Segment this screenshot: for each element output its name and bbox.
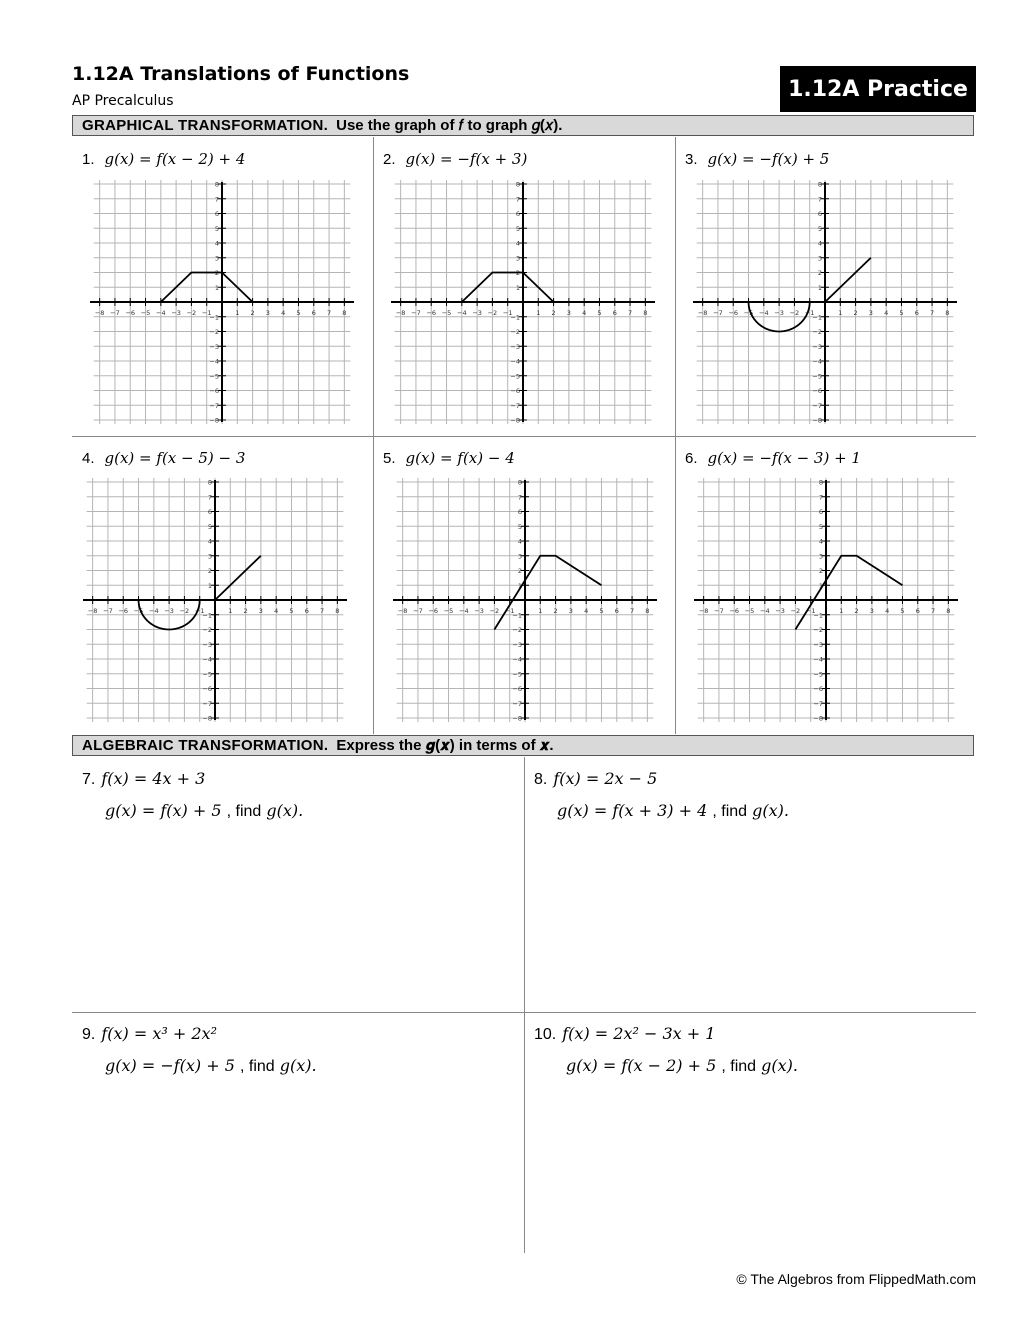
- x-tick-label: 6: [915, 607, 920, 615]
- y-tick-label: −5: [813, 670, 823, 679]
- y-tick-label: 5: [214, 224, 219, 233]
- function-line: [795, 556, 905, 630]
- y-tick-label: 2: [817, 269, 822, 277]
- y-tick-label: −7: [510, 401, 520, 410]
- y-tick-label: −1: [812, 313, 822, 322]
- y-tick-label: 5: [817, 224, 822, 233]
- x-tick-label: −1: [805, 607, 816, 615]
- x-tick-label: 8: [645, 607, 650, 615]
- x-tick-label: 4: [584, 607, 589, 615]
- x-tick-label: −1: [201, 309, 212, 317]
- x-tick-label: −8: [395, 309, 406, 317]
- function-line: [494, 556, 604, 630]
- y-tick-label: 3: [817, 254, 822, 263]
- y-tick-label: 4: [207, 537, 212, 546]
- y-tick-label: −3: [202, 640, 212, 649]
- y-tick-label: 4: [214, 239, 219, 248]
- x-tick-label: −1: [502, 309, 513, 317]
- y-tick-label: 3: [517, 552, 522, 561]
- x-tick-label: −2: [790, 607, 801, 615]
- x-tick-label: 3: [868, 309, 873, 317]
- section-instruction: Express the 𝒈(𝒙) in terms of 𝒙.: [336, 737, 554, 754]
- x-tick-label: 5: [599, 607, 604, 615]
- x-tick-label: 7: [319, 607, 325, 615]
- divider: [524, 757, 525, 1253]
- y-tick-label: −5: [812, 372, 822, 381]
- y-tick-label: 7: [517, 493, 522, 502]
- x-tick-label: −5: [441, 309, 452, 317]
- problem-4-label: 4. g(x) = f(x − 5) − 3: [82, 449, 246, 467]
- y-tick-label: −3: [512, 640, 522, 649]
- x-tick-label: 4: [582, 309, 587, 317]
- y-tick-label: −2: [813, 626, 823, 634]
- y-tick-label: 8: [515, 180, 520, 189]
- x-tick-label: 8: [643, 309, 648, 317]
- y-tick-label: −8: [813, 714, 823, 722]
- y-tick-label: 6: [517, 508, 522, 516]
- x-tick-label: 5: [900, 607, 905, 615]
- x-tick-label: −7: [713, 309, 723, 317]
- problem-8-transformation: g(x) = f(x + 3) + 4 , find g(x).: [557, 801, 789, 820]
- x-tick-label: 8: [342, 309, 347, 317]
- x-tick-label: −2: [489, 607, 500, 615]
- y-tick-label: −2: [512, 626, 522, 634]
- x-tick-label: −8: [397, 607, 408, 615]
- y-tick-label: 8: [517, 478, 522, 487]
- y-tick-label: −1: [202, 611, 212, 620]
- y-tick-label: −6: [202, 685, 212, 693]
- y-tick-label: 5: [515, 224, 520, 233]
- graph-problem-2: [389, 180, 657, 424]
- graph-problem-1: [88, 180, 356, 424]
- x-tick-label: −2: [487, 309, 498, 317]
- x-tick-label: −7: [413, 607, 423, 615]
- y-tick-label: 2: [214, 269, 219, 277]
- x-tick-label: 2: [854, 607, 859, 615]
- x-tick-label: 8: [335, 607, 340, 615]
- y-tick-label: −4: [209, 357, 219, 366]
- y-tick-label: 4: [515, 239, 520, 248]
- x-tick-label: 6: [304, 607, 309, 615]
- x-tick-label: 3: [568, 607, 573, 615]
- y-tick-label: 4: [818, 537, 823, 546]
- x-tick-label: 4: [885, 607, 890, 615]
- y-tick-label: −3: [812, 342, 822, 351]
- y-tick-label: −7: [209, 401, 219, 410]
- y-tick-label: 2: [818, 567, 823, 575]
- y-tick-label: −4: [813, 655, 823, 664]
- problem-6-label: 6. g(x) = −f(x − 3) + 1: [685, 449, 861, 467]
- x-tick-label: −8: [698, 607, 709, 615]
- y-tick-label: 2: [517, 567, 522, 575]
- x-tick-label: 3: [566, 309, 571, 317]
- x-tick-label: −6: [428, 607, 439, 615]
- divider: [72, 436, 976, 437]
- x-tick-label: 5: [289, 607, 294, 615]
- x-tick-label: −4: [149, 607, 159, 615]
- x-tick-label: −2: [186, 309, 197, 317]
- y-tick-label: −7: [812, 401, 822, 410]
- x-tick-label: −7: [714, 607, 724, 615]
- x-tick-label: 6: [311, 309, 316, 317]
- y-tick-label: 2: [207, 567, 212, 575]
- y-tick-label: 4: [817, 239, 822, 248]
- problem-7-function: 7. f(x) = 4x + 3: [82, 769, 206, 788]
- y-tick-label: 3: [207, 552, 212, 561]
- y-tick-label: 5: [207, 522, 212, 531]
- y-tick-label: 6: [515, 210, 520, 218]
- x-tick-label: −1: [804, 309, 815, 317]
- x-tick-label: 3: [869, 607, 874, 615]
- page-title: 1.12A Translations of Functions: [72, 63, 410, 85]
- x-tick-label: −7: [411, 309, 421, 317]
- x-tick-label: −3: [472, 309, 482, 317]
- problem-1-label: 1. g(x) = f(x − 2) + 4: [82, 150, 246, 168]
- x-tick-label: −7: [103, 607, 113, 615]
- y-tick-label: 1: [817, 283, 822, 292]
- y-tick-label: 7: [515, 195, 520, 204]
- y-tick-label: −7: [202, 699, 212, 708]
- x-tick-label: −6: [426, 309, 437, 317]
- y-tick-label: 6: [817, 210, 822, 218]
- x-tick-label: −4: [459, 607, 469, 615]
- y-tick-label: 8: [817, 180, 822, 189]
- y-tick-label: −8: [510, 416, 520, 424]
- x-tick-label: −4: [457, 309, 467, 317]
- x-tick-label: 4: [274, 607, 279, 615]
- y-tick-label: −3: [209, 342, 219, 351]
- x-tick-label: 6: [914, 309, 919, 317]
- y-tick-label: 1: [515, 283, 520, 292]
- y-tick-label: −1: [510, 313, 520, 322]
- function-line: [215, 556, 261, 600]
- y-tick-label: −6: [512, 685, 522, 693]
- x-tick-label: 3: [258, 607, 263, 615]
- x-tick-label: −3: [474, 607, 484, 615]
- section-title: GRAPHICAL TRANSFORMATION.: [82, 117, 329, 134]
- y-tick-label: −6: [813, 685, 823, 693]
- graph-problem-5: [391, 478, 659, 722]
- x-tick-label: −6: [125, 309, 136, 317]
- practice-badge: 1.12A Practice: [780, 66, 976, 112]
- y-tick-label: 8: [207, 478, 212, 487]
- y-tick-label: 6: [214, 210, 219, 218]
- divider: [72, 1012, 976, 1013]
- y-tick-label: −4: [512, 655, 522, 664]
- x-tick-label: −4: [156, 309, 166, 317]
- y-tick-label: 3: [214, 254, 219, 263]
- y-tick-label: −4: [510, 357, 520, 366]
- problem-10-function: 10. f(x) = 2x² − 3x + 1: [534, 1024, 716, 1043]
- x-tick-label: 7: [629, 607, 635, 615]
- x-tick-label: 1: [235, 309, 240, 317]
- x-tick-label: 2: [243, 607, 248, 615]
- x-tick-label: −2: [179, 607, 190, 615]
- x-tick-label: 2: [250, 309, 255, 317]
- x-tick-label: 2: [853, 309, 858, 317]
- x-tick-label: −1: [504, 607, 515, 615]
- y-tick-label: −6: [209, 387, 219, 395]
- x-tick-label: −8: [94, 309, 105, 317]
- y-tick-label: −7: [813, 699, 823, 708]
- x-tick-label: 5: [899, 309, 904, 317]
- x-tick-label: 2: [551, 309, 556, 317]
- y-tick-label: −5: [510, 372, 520, 381]
- y-tick-label: 6: [818, 508, 823, 516]
- y-tick-label: −5: [512, 670, 522, 679]
- x-tick-label: 2: [553, 607, 558, 615]
- y-tick-label: −7: [512, 699, 522, 708]
- course-name: AP Precalculus: [72, 93, 174, 109]
- y-tick-label: −8: [202, 714, 212, 722]
- x-tick-label: −7: [110, 309, 120, 317]
- x-tick-label: −6: [118, 607, 129, 615]
- x-tick-label: 8: [946, 607, 951, 615]
- problem-8-function: 8. f(x) = 2x − 5: [534, 769, 658, 788]
- x-tick-label: 1: [538, 607, 543, 615]
- x-tick-label: −3: [774, 309, 784, 317]
- x-tick-label: 1: [536, 309, 541, 317]
- y-tick-label: 6: [207, 508, 212, 516]
- y-tick-label: 7: [818, 493, 823, 502]
- y-tick-label: −8: [812, 416, 822, 424]
- y-tick-label: −5: [202, 670, 212, 679]
- y-tick-label: −1: [512, 611, 522, 620]
- y-tick-label: −8: [512, 714, 522, 722]
- x-tick-label: −5: [744, 607, 755, 615]
- problem-7-transformation: g(x) = f(x) + 5 , find g(x).: [105, 801, 304, 820]
- y-tick-label: 3: [515, 254, 520, 263]
- problem-3-label: 3. g(x) = −f(x) + 5: [685, 150, 830, 168]
- graph-problem-4: [81, 478, 349, 722]
- x-tick-label: 7: [326, 309, 332, 317]
- x-tick-label: 7: [929, 309, 935, 317]
- x-tick-label: 3: [265, 309, 270, 317]
- y-tick-label: −2: [209, 328, 219, 336]
- x-tick-label: −6: [728, 309, 739, 317]
- y-tick-label: 1: [818, 581, 823, 590]
- x-tick-label: 4: [281, 309, 286, 317]
- x-tick-label: −4: [760, 607, 770, 615]
- problem-10-transformation: g(x) = f(x − 2) + 5 , find g(x).: [566, 1056, 798, 1075]
- x-tick-label: −4: [759, 309, 769, 317]
- x-tick-label: −3: [171, 309, 181, 317]
- x-tick-label: 7: [930, 607, 936, 615]
- y-tick-label: 7: [207, 493, 212, 502]
- y-tick-label: −5: [209, 372, 219, 381]
- y-tick-label: −3: [813, 640, 823, 649]
- y-tick-label: 1: [517, 581, 522, 590]
- y-tick-label: −8: [209, 416, 219, 424]
- y-tick-label: 7: [214, 195, 219, 204]
- x-tick-label: 5: [296, 309, 301, 317]
- y-tick-label: 4: [517, 537, 522, 546]
- section-header-graphical: [72, 115, 974, 136]
- y-tick-label: −1: [813, 611, 823, 620]
- problem-9-transformation: g(x) = −f(x) + 5 , find g(x).: [105, 1056, 317, 1075]
- y-tick-label: 5: [517, 522, 522, 531]
- x-tick-label: 5: [597, 309, 602, 317]
- x-tick-label: 4: [884, 309, 889, 317]
- x-tick-label: −5: [443, 607, 454, 615]
- y-tick-label: −1: [209, 313, 219, 322]
- x-tick-label: 8: [945, 309, 950, 317]
- x-tick-label: 7: [627, 309, 633, 317]
- y-tick-label: 1: [207, 581, 212, 590]
- x-tick-label: 1: [228, 607, 233, 615]
- section-title: ALGEBRAIC TRANSFORMATION.: [82, 737, 329, 754]
- y-tick-label: −6: [812, 387, 822, 395]
- y-tick-label: −2: [202, 626, 212, 634]
- y-tick-label: 7: [817, 195, 822, 204]
- graph-problem-3: [691, 180, 959, 424]
- y-tick-label: −2: [510, 328, 520, 336]
- x-tick-label: −2: [789, 309, 800, 317]
- x-tick-label: −1: [194, 607, 205, 615]
- y-tick-label: 2: [515, 269, 520, 277]
- section-header-algebraic: [72, 735, 974, 756]
- y-tick-label: −6: [510, 387, 520, 395]
- y-tick-label: 8: [818, 478, 823, 487]
- x-tick-label: −6: [729, 607, 740, 615]
- problem-2-label: 2. g(x) = −f(x + 3): [383, 150, 528, 168]
- function-line: [825, 258, 871, 302]
- y-tick-label: −4: [812, 357, 822, 366]
- y-tick-label: −2: [812, 328, 822, 336]
- x-tick-label: −3: [775, 607, 785, 615]
- y-tick-label: 1: [214, 283, 219, 292]
- y-tick-label: 8: [214, 180, 219, 189]
- x-tick-label: 6: [614, 607, 619, 615]
- x-tick-label: 1: [838, 309, 843, 317]
- x-tick-label: −5: [140, 309, 151, 317]
- y-tick-label: 3: [818, 552, 823, 561]
- copyright-footer: © The Algebros from FlippedMath.com: [736, 1271, 976, 1287]
- section-instruction: Use the graph of 𝑓 to graph 𝑔(𝑥).: [336, 117, 563, 134]
- x-tick-label: −3: [164, 607, 174, 615]
- x-tick-label: −5: [133, 607, 144, 615]
- x-tick-label: −8: [697, 309, 708, 317]
- x-tick-label: 6: [612, 309, 617, 317]
- x-tick-label: 1: [839, 607, 844, 615]
- y-tick-label: 5: [818, 522, 823, 531]
- x-tick-label: −8: [87, 607, 98, 615]
- problem-5-label: 5. g(x) = f(x) − 4: [383, 449, 515, 467]
- problem-9-function: 9. f(x) = x³ + 2x²: [82, 1024, 217, 1043]
- y-tick-label: −4: [202, 655, 212, 664]
- x-tick-label: −5: [743, 309, 754, 317]
- y-tick-label: −3: [510, 342, 520, 351]
- graph-problem-6: [692, 478, 960, 722]
